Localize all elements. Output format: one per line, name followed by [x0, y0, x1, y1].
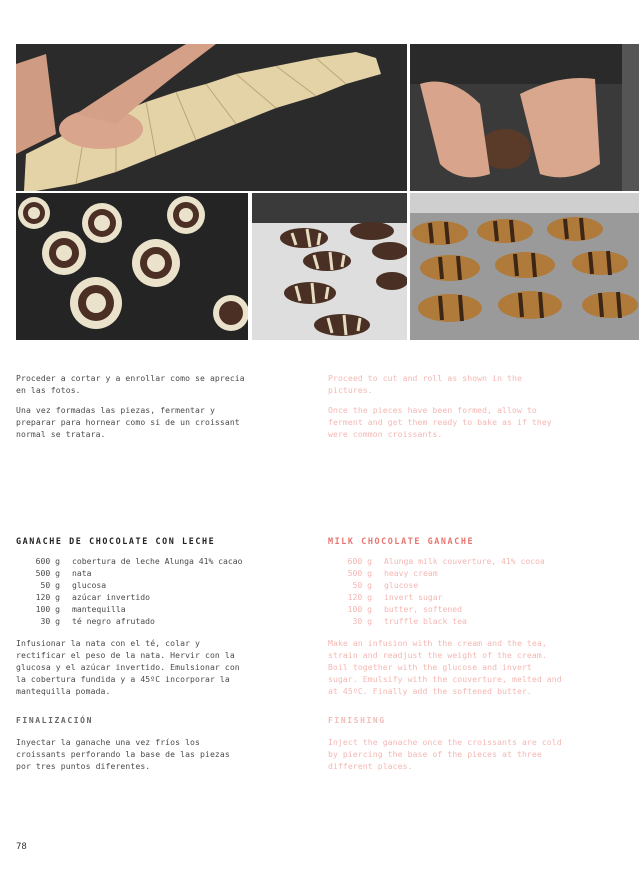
ganache-en-title: MILK CHOCOLATE GANACHE [328, 536, 475, 546]
ingredient-name: Alunga milk couverture, 41% cocoa [384, 556, 545, 566]
ingredient-row [328, 567, 564, 579]
intro-en-paragraph: Once the pieces have been formed, allow to ferment and get them ready to bake as if they were common croissants. [328, 405, 552, 439]
ingredient-qty: 100 g [35, 604, 60, 614]
ingredient-name: truffle black tea [384, 616, 467, 626]
ingredient-qty: 600 g [347, 556, 372, 566]
ingredient-row [328, 555, 564, 567]
ingredient-row [328, 615, 564, 627]
ingredient-name: té negro afrutado [72, 616, 155, 626]
ingredient-row [16, 567, 248, 579]
ganache-es-ingredients [16, 555, 248, 627]
finishing-en [328, 716, 564, 780]
ingredient-qty: 120 g [347, 592, 372, 602]
ingredient-qty: 50 g [40, 580, 60, 590]
ganache-en [328, 536, 564, 705]
ingredient-row [16, 579, 248, 591]
finishing-en-text: Inject the ganache once the croissants are cold by piercing the base of the pieces at three different places. [328, 737, 562, 771]
ingredient-row [16, 591, 248, 603]
ingredient-qty: 100 g [347, 604, 372, 614]
ingredient-row [16, 615, 248, 627]
ingredient-qty: 500 g [35, 568, 60, 578]
ingredient-row [328, 603, 564, 615]
ingredient-name: cobertura de leche Alunga 41% cacao [72, 556, 243, 566]
ingredient-name: azúcar invertido [72, 592, 150, 602]
ingredient-name: mantequilla [72, 604, 126, 614]
page-number: 78 [16, 842, 27, 852]
ganache-en-ingredients [328, 555, 564, 627]
ganache-es [16, 536, 248, 705]
ingredient-name: butter, softened [384, 604, 462, 614]
photo-striped-croissants-dark [16, 193, 248, 340]
finishing-en-title: FINISHING [328, 716, 386, 725]
photo-rolling-dough [16, 44, 407, 191]
intro-en [328, 372, 564, 448]
intro-es-paragraph: Una vez formadas las piezas, fermentar y preparar para hornear como si de un croissant normal se tratara. [16, 405, 240, 439]
finishing-es-text: Inyectar la ganache una vez fríos los croissants perforando la base de las piezas por tres puntos diferentes. [16, 737, 230, 771]
ingredient-row [328, 591, 564, 603]
ingredient-name: glucosa [72, 580, 107, 590]
ingredient-qty: 500 g [347, 568, 372, 578]
finishing-es-title: FINALIZACIÓN [16, 716, 93, 725]
ingredient-qty: 30 g [352, 616, 372, 626]
ingredient-qty: 50 g [352, 580, 372, 590]
ingredient-name: glucose [384, 580, 419, 590]
ingredient-name: invert sugar [384, 592, 443, 602]
ganache-es-title: GANACHE DE CHOCOLATE CON LECHE [16, 536, 216, 546]
ganache-es-method: Infusionar la nata con el té, colar y rectificar el peso de la nata. Hervir con la glucosa y el azúcar invertido. Emulsionar con la cobertura fundida y a 45ºC incorporar la mantequilla pomada. [16, 638, 240, 696]
photo-baked-croissants [410, 193, 639, 340]
finishing-es [16, 716, 248, 780]
ganache-en-method: Make an infusion with the cream and the tea, strain and readjust the weight of the cream. Boil together with the glucose and invert sugar. Emulsify with the couverture, melted and at 45ºC. Finally add the softened butter. [328, 638, 562, 696]
ingredient-row [328, 579, 564, 591]
ingredient-qty: 120 g [35, 592, 60, 602]
ingredient-name: heavy cream [384, 568, 438, 578]
photo-hands-rolling-croissant [410, 44, 639, 191]
intro-es-paragraph: Proceder a cortar y a enrollar como se aprecia en las fotos. [16, 373, 245, 395]
ingredient-qty: 30 g [40, 616, 60, 626]
ingredient-row [16, 603, 248, 615]
intro-en-paragraph: Proceed to cut and roll as shown in the pictures. [328, 373, 522, 395]
ingredient-row [16, 555, 248, 567]
photo-croissants-on-tray [252, 193, 407, 340]
ingredient-name: nata [72, 568, 92, 578]
intro-es [16, 372, 248, 448]
ingredient-qty: 600 g [35, 556, 60, 566]
